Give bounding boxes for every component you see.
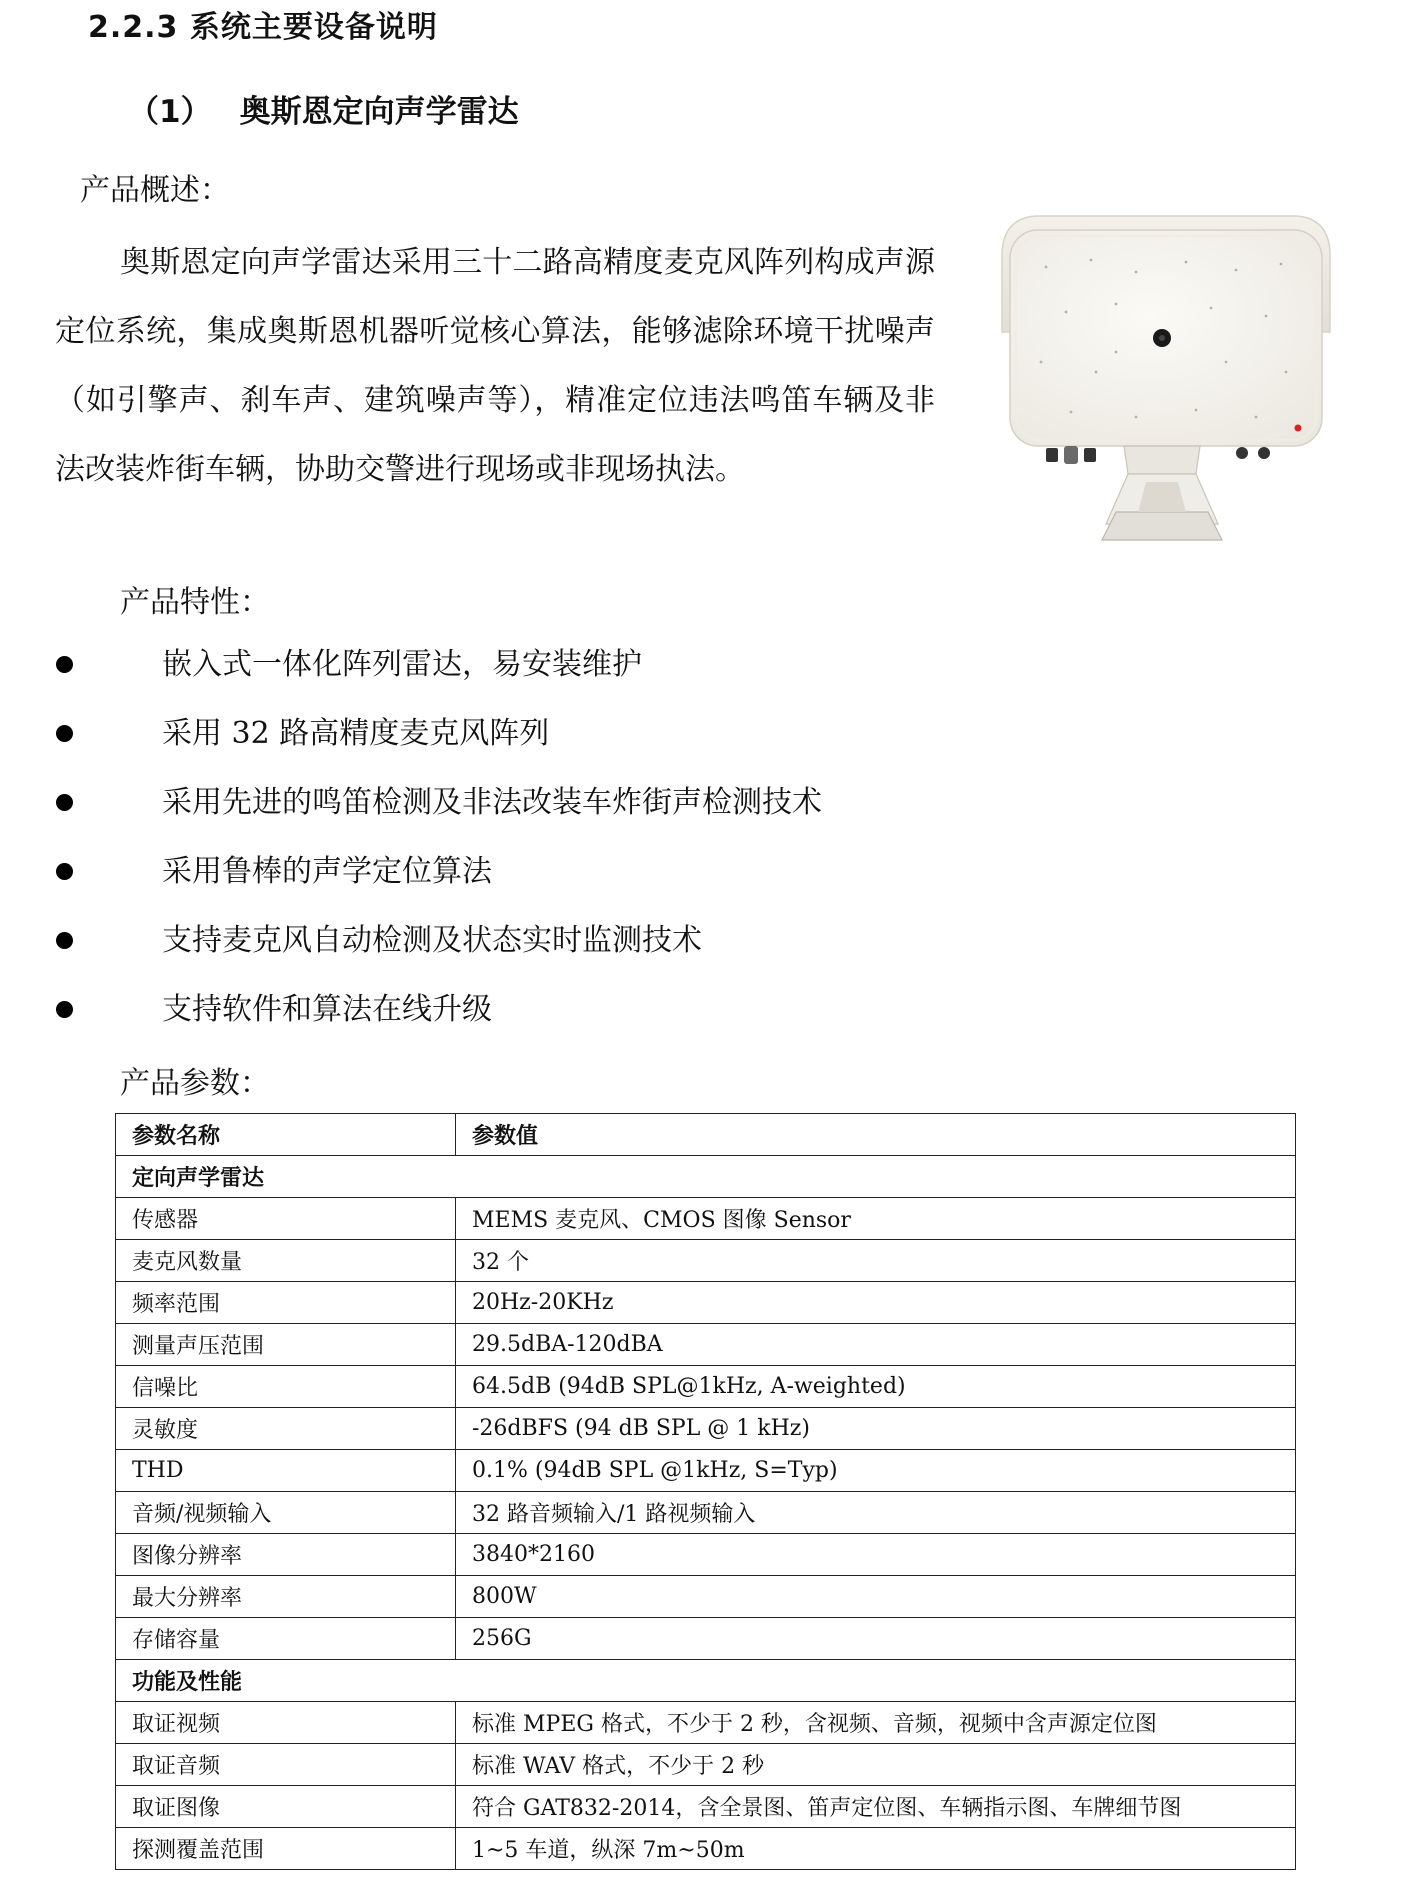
feature-list [50, 630, 822, 1044]
param-value: 标准 WAV 格式，不少于 2 秒 [456, 1744, 1296, 1786]
table-group-row [116, 1156, 1296, 1198]
param-value: 800W [456, 1576, 1296, 1618]
param-name: 取证音频 [116, 1744, 456, 1786]
feature-text: 采用先进的鸣笛检测及非法改装车炸街声检测技术 [162, 785, 822, 820]
table-row [116, 1492, 1296, 1534]
param-value: -26dBFS (94 dB SPL @ 1 kHz) [456, 1408, 1296, 1450]
param-name: 探测覆盖范围 [116, 1828, 456, 1870]
feature-text: 采用 32 路高精度麦克风阵列 [162, 716, 550, 751]
feature-text: 支持软件和算法在线升级 [162, 992, 492, 1027]
param-name: 音频/视频输入 [116, 1492, 456, 1534]
params-label: 产品参数： [120, 1066, 270, 1101]
param-value: 64.5dB (94dB SPL@1kHz, A-weighted) [456, 1366, 1296, 1408]
product-name: 奥斯恩定向声学雷达 [239, 94, 519, 130]
feature-item [50, 975, 822, 1044]
feature-item [50, 837, 822, 906]
header-cell-name: 参数名称 [116, 1114, 456, 1156]
param-value: MEMS 麦克风、CMOS 图像 Sensor [456, 1198, 1296, 1240]
section-heading: 2.2.3 系统主要设备说明 [88, 10, 438, 45]
param-value: 3840*2160 [456, 1534, 1296, 1576]
radar-device-photo [996, 212, 1336, 542]
feature-text: 嵌入式一体化阵列雷达，易安装维护 [162, 647, 642, 682]
param-value: 符合 GAT832-2014，含全景图、笛声定位图、车辆指示图、车牌细节图 [456, 1786, 1296, 1828]
table-header-row [116, 1114, 1296, 1156]
overview-paragraph: 奥斯恩定向声学雷达采用三十二路高精度麦克风阵列构成声源定位系统，集成奥斯恩机器听觉核心算法，能够滤除环境干扰噪声（如引擎声、刹车声、建筑噪声等），精准定位违法鸣笛车辆及非法改装炸街车辆，协助交警进行现场或非现场执法。 [55, 245, 935, 487]
param-name: 图像分辨率 [116, 1534, 456, 1576]
group-label: 定向声学雷达 [116, 1156, 1296, 1198]
table-row [116, 1828, 1296, 1870]
param-name: 最大分辨率 [116, 1576, 456, 1618]
param-name: 取证视频 [116, 1702, 456, 1744]
bullet-icon [56, 863, 73, 880]
param-value: 256G [456, 1618, 1296, 1660]
param-value: 32 个 [456, 1240, 1296, 1282]
table-row [116, 1702, 1296, 1744]
bullet-icon [56, 932, 73, 949]
table-row [116, 1744, 1296, 1786]
table-group-row [116, 1660, 1296, 1702]
param-name: 取证图像 [116, 1786, 456, 1828]
param-name: 存储容量 [116, 1618, 456, 1660]
bullet-icon [56, 725, 73, 742]
table-row [116, 1450, 1296, 1492]
table-row [116, 1408, 1296, 1450]
table-row [116, 1534, 1296, 1576]
params-table [115, 1113, 1296, 1870]
table-row [116, 1324, 1296, 1366]
param-value: 标准 MPEG 格式，不少于 2 秒，含视频、音频，视频中含声源定位图 [456, 1702, 1296, 1744]
table-row [116, 1576, 1296, 1618]
table-row [116, 1786, 1296, 1828]
param-value: 1~5 车道，纵深 7m~50m [456, 1828, 1296, 1870]
table-row [116, 1240, 1296, 1282]
group-label: 功能及性能 [116, 1660, 1296, 1702]
table-row [116, 1618, 1296, 1660]
product-heading [128, 86, 519, 131]
feature-item [50, 630, 822, 699]
param-name: 信噪比 [116, 1366, 456, 1408]
feature-item [50, 768, 822, 837]
bullet-icon [56, 1001, 73, 1018]
param-name: 灵敏度 [116, 1408, 456, 1450]
bullet-icon [56, 656, 73, 673]
param-value: 20Hz-20KHz [456, 1282, 1296, 1324]
param-value: 32 路音频输入/1 路视频输入 [456, 1492, 1296, 1534]
param-value: 0.1% (94dB SPL @1kHz, S=Typ) [456, 1450, 1296, 1492]
table-row [116, 1198, 1296, 1240]
param-value: 29.5dBA-120dBA [456, 1324, 1296, 1366]
table-row [116, 1282, 1296, 1324]
feature-text: 支持麦克风自动检测及状态实时监测技术 [162, 923, 702, 958]
param-name: 传感器 [116, 1198, 456, 1240]
param-name: 测量声压范围 [116, 1324, 456, 1366]
table-row [116, 1366, 1296, 1408]
product-number: （1） [128, 94, 212, 130]
feature-item [50, 906, 822, 975]
param-name: THD [116, 1450, 456, 1492]
header-cell-value: 参数值 [456, 1114, 1296, 1156]
param-name: 麦克风数量 [116, 1240, 456, 1282]
bullet-icon [56, 794, 73, 811]
features-label: 产品特性： [120, 585, 270, 620]
param-name: 频率范围 [116, 1282, 456, 1324]
feature-text: 采用鲁棒的声学定位算法 [162, 854, 492, 889]
overview-label: 产品概述： [80, 173, 230, 208]
feature-item [50, 699, 822, 768]
